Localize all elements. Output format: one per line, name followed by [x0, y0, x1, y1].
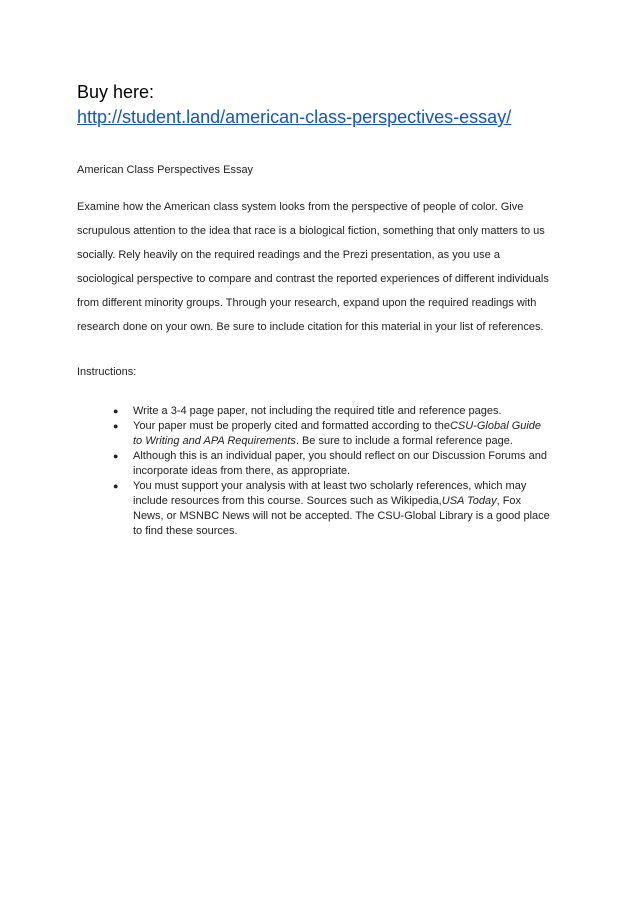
list-item-text: Write a 3-4 page paper, not including the required title and reference pages. [133, 405, 502, 417]
purchase-link[interactable]: http://student.land/american-class-perspectives-essay/ [77, 107, 512, 127]
list-item-text [133, 434, 573, 449]
paragraph-line: from different minority groups. Through your research, expand upon the required readings with [77, 297, 537, 309]
paragraph-line: Examine how the American class system looks from the perspective of people of color. Give [77, 201, 524, 213]
paragraph-line: socially. Rely heavily on the required readings and the Prezi presentation, as you use a [77, 249, 500, 261]
text-run: , Fox [496, 495, 522, 507]
list-item-text: Although this is an individual paper, you should reflect on our Discussion Forums and [133, 450, 547, 462]
paragraph-line: research done on your own. Be sure to include citation for this material in your list of references. [77, 321, 544, 333]
bullet-icon: ● [113, 481, 119, 491]
list-item [113, 404, 573, 419]
paragraph-line: sociological perspective to compare and contrast the reported experiences of different individuals [77, 273, 549, 285]
list-item-text [133, 494, 573, 509]
list-item [113, 479, 573, 539]
document-title: American Class Perspectives Essay [77, 164, 254, 176]
list-item-text [133, 419, 573, 434]
list-item-text: incorporate ideas from there, as appropriate. [133, 465, 351, 477]
list-item-text: News, or MSNBC News will not be accepted. The CSU-Global Library is a good place [133, 510, 550, 522]
buy-here-heading: Buy here: [77, 82, 155, 102]
bullet-icon: ● [113, 451, 119, 461]
guide-title-italic: CSU-Global Guide [449, 420, 542, 432]
list-item [113, 449, 573, 479]
list-item-text: You must support your analysis with at least two scholarly references, which may [133, 480, 527, 492]
instructions-list [113, 404, 573, 539]
text-run: Your paper must be properly cited and formatted according to the [133, 420, 450, 432]
list-item-text: to find these sources. [133, 525, 238, 537]
paragraph-line: scrupulous attention to the idea that race is a biological fiction, something that only matters to us [77, 225, 545, 237]
essay-prompt-paragraph [77, 200, 567, 344]
bullet-icon: ● [113, 421, 119, 431]
instructions-heading: Instructions: [77, 366, 137, 378]
text-run: . Be sure to include a formal reference page. [295, 435, 513, 447]
list-item [113, 419, 573, 449]
publication-italic: USA Today [441, 495, 497, 507]
guide-title-italic: to Writing and APA Requirements [133, 435, 296, 447]
bullet-icon: ● [113, 406, 119, 416]
text-run: include resources from this course. Sources such as Wikipedia, [133, 495, 442, 507]
